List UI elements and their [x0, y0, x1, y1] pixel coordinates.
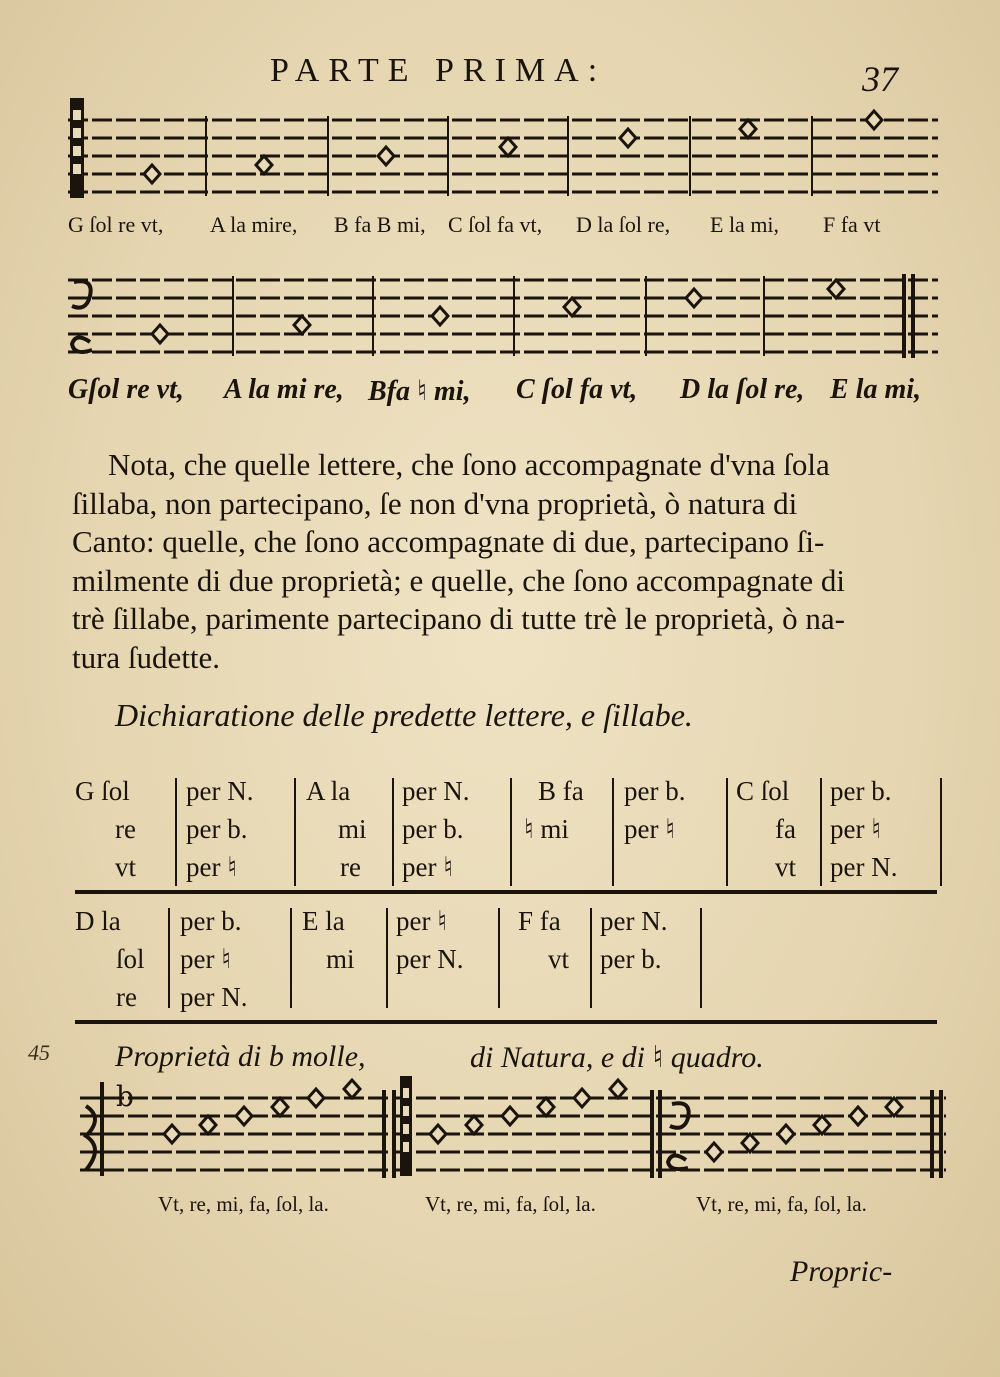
declaration-table-2	[0, 902, 1000, 1022]
margin-note: 45	[28, 1040, 50, 1065]
music-staff-3	[80, 1076, 946, 1180]
syllable-cell: A la	[306, 776, 351, 806]
syllable-cell: F fa	[518, 906, 561, 936]
catchword: Propric-	[790, 1255, 893, 1288]
syllable-cell: vt	[548, 944, 570, 974]
property-cell: per b.	[830, 776, 892, 806]
syllable-cell: re	[116, 982, 137, 1012]
page-number: 37	[862, 59, 898, 99]
flat-sign-icon: b	[116, 1080, 134, 1113]
property-cell: per N.	[600, 906, 668, 936]
running-header: PARTE PRIMA:	[270, 52, 607, 89]
property-heading-right: di Natura, e di ♮ quadro.	[470, 1041, 764, 1074]
property-cell: per ♮	[180, 944, 231, 974]
solmization-label: Vt, re, mi, fa, ſol, la.	[158, 1192, 329, 1216]
declaration-table-1	[0, 772, 1000, 892]
paragraph-line: trè ſillabe, parimente partecipano di tutte trè le proprietà, ò na-	[72, 601, 845, 636]
property-cell: per N.	[402, 776, 470, 806]
property-cell: per ♮	[830, 814, 881, 844]
property-cell: per ♮	[186, 852, 237, 882]
solmization-label: Vt, re, mi, fa, ſol, la.	[696, 1192, 867, 1216]
staff-label: Bfa ♮ mi,	[368, 376, 471, 407]
property-cell: per b.	[600, 944, 662, 974]
syllable-cell: re	[115, 814, 136, 844]
syllable-cell: E la	[302, 906, 345, 936]
property-cell: per ♮	[402, 852, 453, 882]
clef-icon	[86, 1082, 102, 1176]
property-cell: per b.	[180, 906, 242, 936]
body-paragraph	[72, 446, 942, 677]
syllable-cell: G ſol	[75, 776, 130, 806]
syllable-cell: vt	[775, 852, 797, 882]
music-staff-1	[68, 98, 938, 202]
property-cell: per ♮	[624, 814, 675, 844]
property-cell: per b.	[624, 776, 686, 806]
property-cell: per ♮	[396, 906, 447, 936]
syllable-cell: mi	[326, 944, 355, 974]
paragraph-line: Nota, che quelle lettere, che ſono accompagnate d'vna ſola	[108, 447, 830, 482]
staff-label: G ſol re vt,	[68, 212, 164, 237]
property-cell: per b.	[186, 814, 248, 844]
syllable-cell: fa	[775, 814, 796, 844]
section-heading: Dichiaratione delle predette lettere, e ſillabe.	[115, 697, 693, 733]
syllable-cell: B fa	[538, 776, 584, 806]
property-cell: per N.	[186, 776, 254, 806]
property-cell: per N.	[396, 944, 464, 974]
table-rule	[75, 1020, 937, 1024]
paragraph-line: ſillaba, non partecipano, ſe non d'vna proprietà, ò natura di	[72, 485, 798, 521]
staff-label: F fa vt	[823, 212, 881, 237]
syllable-cell: C ſol	[736, 776, 790, 806]
staff-label: C ſol fa vt,	[448, 212, 543, 237]
table-rule	[75, 890, 937, 894]
paragraph-line: milmente di due proprietà; e quelle, che ſono accompagnate di	[72, 562, 845, 598]
staff-label: D la ſol re,	[680, 374, 805, 405]
syllable-cell: vt	[115, 852, 137, 882]
staff-label: E la mi,	[710, 212, 780, 237]
syllable-cell: ſol	[116, 944, 145, 974]
property-cell: per N.	[830, 852, 898, 882]
property-cell: per b.	[402, 814, 464, 844]
staff-label: A la mire,	[210, 212, 298, 237]
syllable-cell: ♮ mi	[524, 814, 569, 844]
syllable-cell: mi	[338, 814, 367, 844]
staff1-labels	[68, 212, 968, 242]
music-staff-2	[68, 270, 938, 364]
staff2-labels	[68, 374, 968, 414]
paragraph-line: tura ſudette.	[72, 639, 221, 675]
syllable-cell: D la	[75, 906, 121, 936]
staff-label: A la mi re,	[224, 374, 344, 405]
staff-label: Gſol re vt,	[68, 374, 184, 405]
solmization-label: Vt, re, mi, fa, ſol, la.	[425, 1192, 596, 1216]
staff-label: D la ſol re,	[576, 212, 671, 237]
staff-label: E la mi,	[830, 374, 922, 405]
staff-label: C ſol fa vt,	[516, 374, 638, 405]
property-heading-left: Proprietà di b molle,	[115, 1040, 366, 1073]
staff-label: B fa B mi,	[334, 212, 426, 237]
paragraph-line: Canto: quelle, che ſono accompagnate di due, partecipano ſi-	[72, 524, 825, 559]
g-clef-icon	[668, 1103, 689, 1169]
property-cell: per N.	[180, 982, 248, 1012]
syllable-cell: re	[340, 852, 361, 882]
